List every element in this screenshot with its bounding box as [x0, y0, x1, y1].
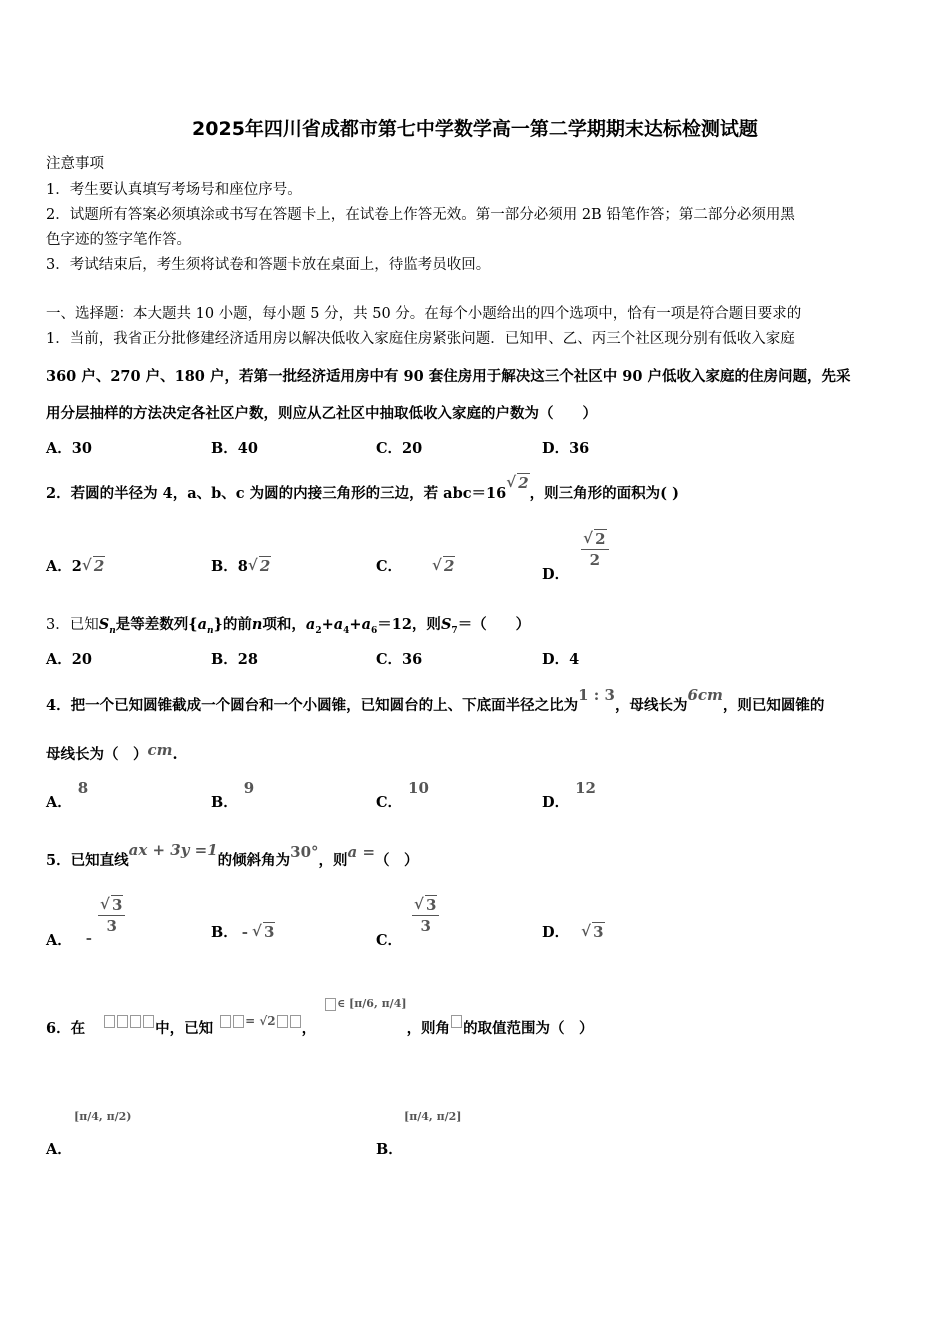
question-6: 6．在 中，已知 = √2 ，$^{\in [\pi/6, \pi/4]}$，则角 的取值范围为（ ）: [46, 997, 594, 1037]
q2-suffix: ，则三角形的面积为( ): [529, 485, 679, 502]
q3-option-a: A．20: [46, 651, 92, 668]
q4-option-c: C．10: [376, 779, 429, 811]
q1-option-a: A．30: [46, 440, 92, 457]
notice-heading: 注意事项: [46, 156, 104, 172]
q3-option-c: C．36: [376, 651, 423, 668]
q5-option-d: D．√ 3: [542, 921, 605, 942]
notice-item: 3．考试结束后，考生须将试卷和答题卡放在桌面上，待监考员收回。: [46, 257, 491, 273]
q2-option-c: C．√ 2: [376, 555, 455, 576]
q3-option-d: D．4: [542, 651, 580, 668]
q5-option-a: A． - √ $\frac{3}{3}$: [46, 896, 125, 935]
q6-option-b-label: B．: [376, 1141, 403, 1158]
notice-item: 1．考生要认真填写考场号和座位序号。: [46, 182, 302, 198]
q6-option-a: [π/4, π/2): [74, 1110, 132, 1123]
sqrt-symbol: √ 2: [248, 557, 271, 575]
q2-option-b: B．8√ 2: [211, 555, 271, 576]
page-title: 2025年四川省成都市第七中学数学高一第二学期期末达标检测试题: [192, 118, 758, 140]
q6-option-b: [π/4, π/2]: [404, 1110, 462, 1123]
q1-line1: 1．当前，我省正分批修建经济适用房以解决低收入家庭住房紧张问题．已知甲、乙、丙三个社区现分别有低收入家庭: [46, 331, 795, 347]
q4-option-b: B．9: [211, 779, 255, 811]
notice-item: 色字迹的签字笔作答。: [46, 232, 191, 248]
question-2: [46, 474, 679, 503]
sqrt-symbol: √ 2: [82, 557, 105, 575]
q4-option-a: A．8: [46, 779, 89, 811]
question-5: 5．已知直线ax + 3y =1的倾斜角为30°，则a =（ ）: [46, 841, 419, 869]
q2-option-a: A．2√ 2: [46, 555, 105, 576]
q1-line2: 360 户、270 户、180 户，若第一批经济适用房中有 90 套住房用于解决这三个社区中 90 户低收入家庭的住房问题，先采: [46, 368, 851, 385]
q1-option-b: B．40: [211, 440, 258, 457]
q2-prefix: 2．若圆的半径为 4，a、b、c 为圆的内接三角形的三边，若 abc＝16: [46, 485, 507, 502]
q1-line3: 用分层抽样的方法决定各社区户数，则应从乙社区中抽取低收入家庭的户数为（ ）: [46, 405, 597, 422]
q1-option-c: C．20: [376, 440, 423, 457]
q2-option-d: D． √ $\frac{2}{2}$: [542, 530, 609, 569]
q3-option-b: B．28: [211, 651, 258, 668]
q6-option-a-label: A．: [46, 1141, 72, 1158]
sqrt-symbol: √ 2: [506, 474, 529, 492]
q1-option-d: D．36: [542, 440, 590, 457]
question-1: [46, 327, 795, 348]
notice-item: 2．试题所有答案必须填涂或书写在答题卡上，在试卷上作答无效。第一部分必须用 2B 铅笔作答；第二部分必须用黑: [46, 207, 795, 223]
q4-option-d: D．12: [542, 779, 596, 811]
question-4: 4．把一个已知圆锥截成一个圆台和一个小圆锥，已知圆台的上、下底面半径之比为1 : 3，母线长为6cm，则已知圆锥的: [46, 686, 825, 714]
question-3: 3．已知$S_n$是等差数列$\{a_n\}$的前n项和，$a_2+a_4+a_6=12$，则$S_7=$（ ）: [46, 616, 531, 636]
sqrt-symbol: √ 2: [432, 557, 455, 575]
section-heading: 一、选择题：本大题共 10 小题，每小题 5 分，共 50 分。在每个小题给出的四个选项中，恰有一项是符合题目要求的: [46, 306, 802, 322]
q5-option-c: C． √ $\frac{3}{3}$: [376, 896, 439, 935]
q5-option-b: B． -√ 3: [211, 921, 275, 942]
q4-line2: 母线长为（ ）cm.: [46, 741, 178, 763]
